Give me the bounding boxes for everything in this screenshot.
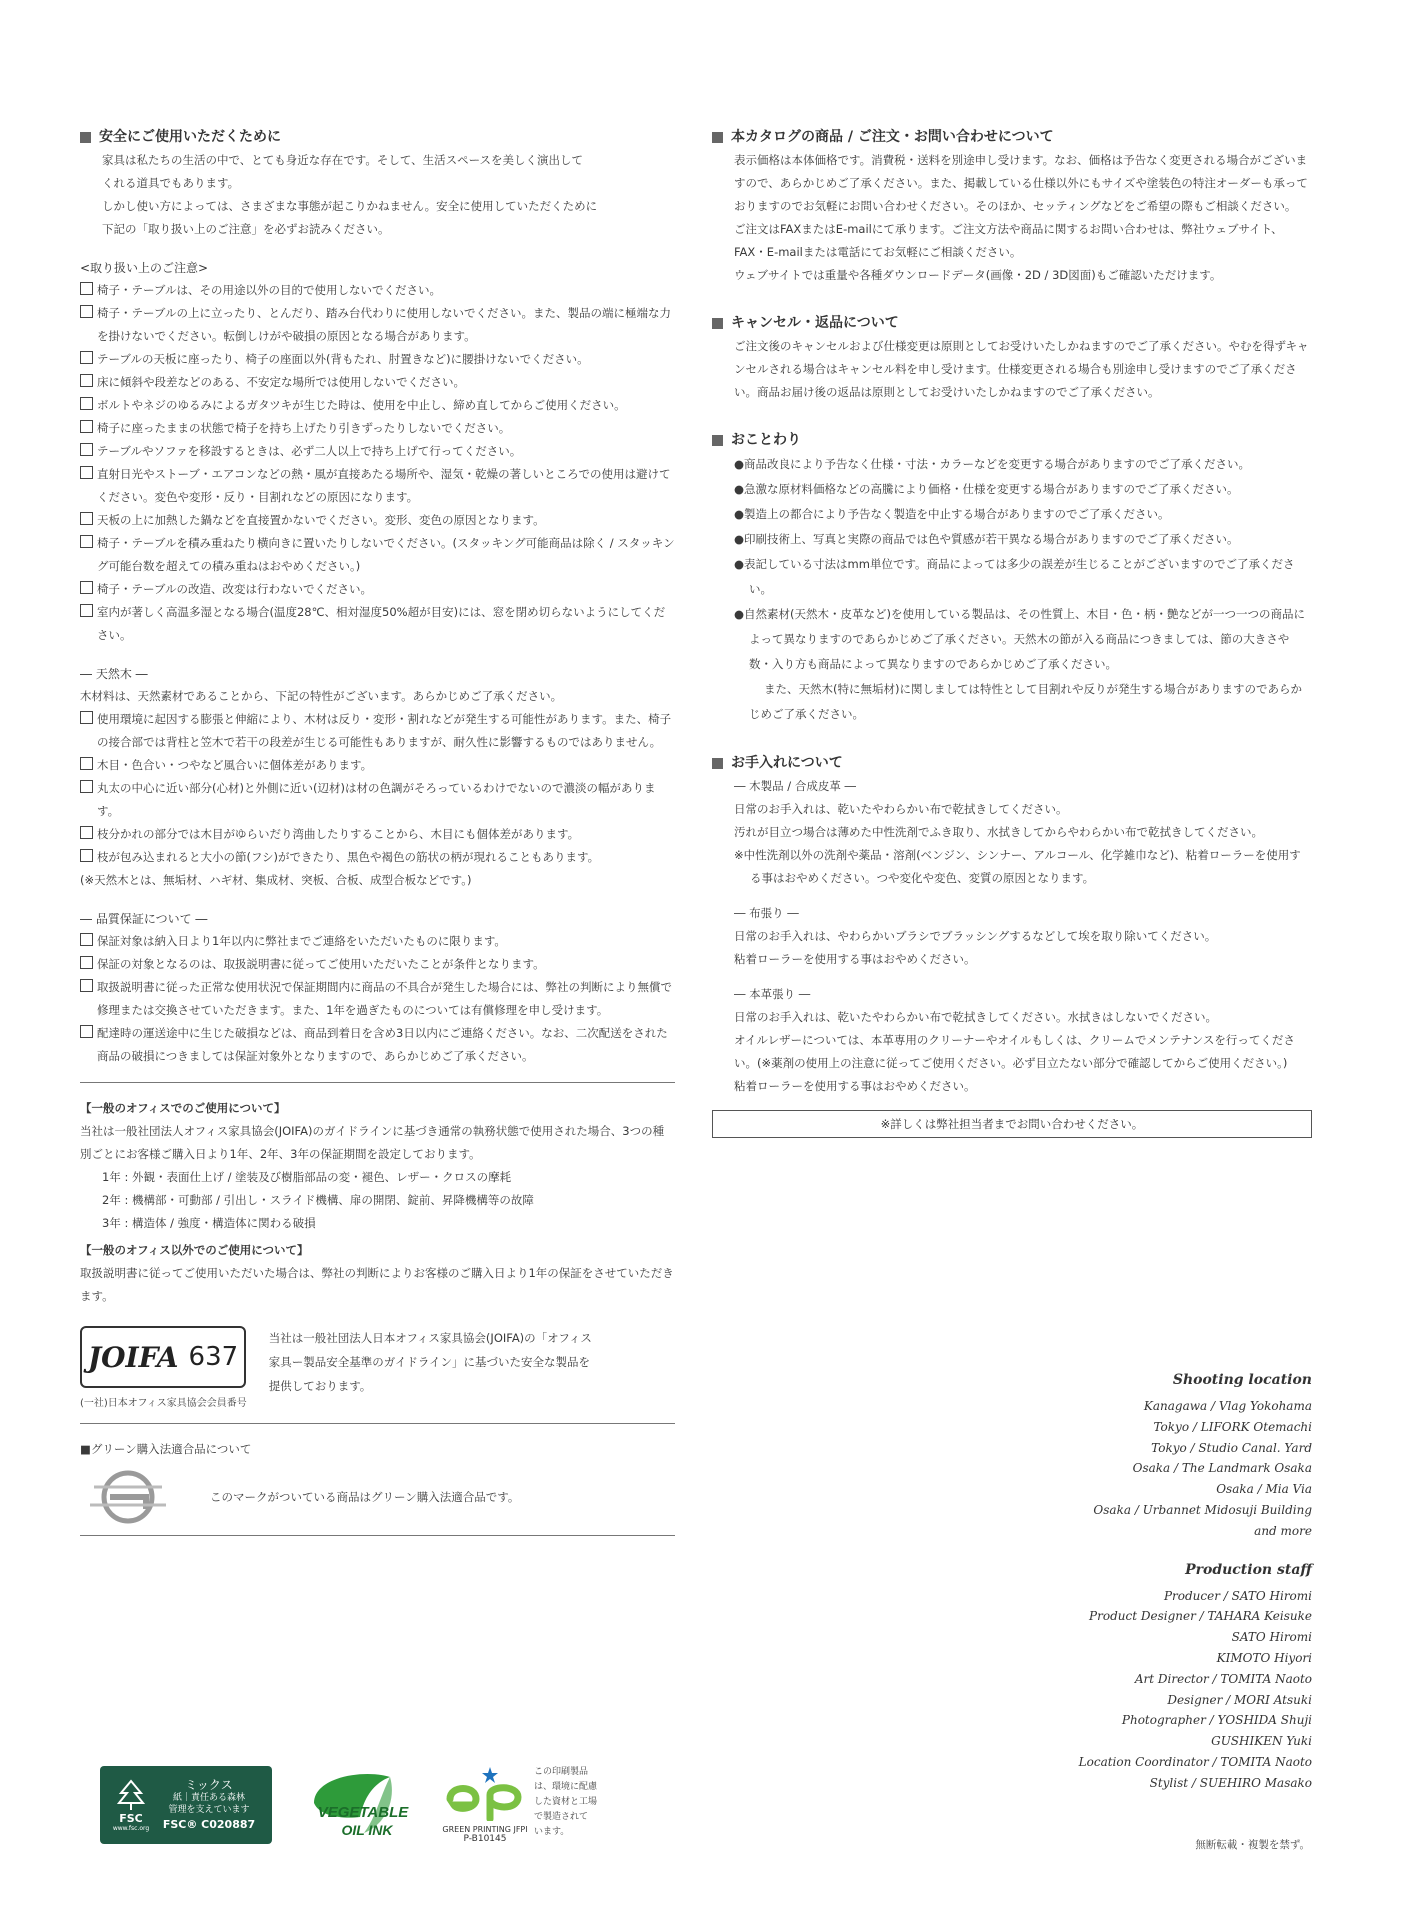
care-heading: お手入れについて (712, 753, 1312, 773)
wood-note: (※天然木とは、無垢材、ハギ材、集成材、突板、合板、成型合板などです。) (80, 873, 472, 887)
credit-line: Stylist / SUEHIRO Masako (1149, 1775, 1312, 1790)
checkbox-icon (80, 305, 93, 318)
warranty-list (80, 930, 675, 1068)
wood-list (80, 708, 675, 869)
joifa-text: 当社は一般社団法人日本オフィス家具協会(JOIFA)の「オフィス 家具ー製品安全基準のガイドライン」に基づいた安全な製品を 提供しております。 (268, 1331, 592, 1393)
list-item: ●印刷技術上、写真と実際の商品では色や質感が若干異なる場合がありますのでご了承ください。 (734, 532, 1239, 546)
catalog-section (712, 127, 1312, 287)
checkbox-icon (80, 420, 93, 433)
list-item: ボルトやネジのゆるみによるガタツキが生じた時は、使用を中止し、締め直してからご使用ください。 (80, 394, 675, 417)
checkbox-icon (80, 351, 93, 364)
list-item: ●商品改良により予告なく仕様・寸法・カラーなどを変更する場合がありますのでご了承ください。 (734, 457, 1251, 471)
office-heading: 【一般のオフィスでのご使用について】 (80, 1101, 286, 1115)
checkbox-icon (80, 466, 93, 479)
credit-line: Osaka / Urbannet Midosuji Building (1093, 1502, 1312, 1517)
cancel-section (712, 313, 1312, 404)
notice-extra: また、天然木(特に無垢材)に関しましては特性として目割れや反りが発生する場合がありますのであらかじめご了承ください。 (749, 682, 1302, 721)
checkbox-icon (80, 512, 93, 525)
green-printing-text: この印刷製品 は、環境に配慮 した資材と工場 で製造されて います。 (534, 1767, 598, 1837)
green-mark-icon (80, 1469, 176, 1525)
list-item: 使用環境に起因する膨張と伸縮により、木材は反り・変形・割れなどが発生する可能性があります。また、椅子の接合部では背柱と笠木で若干の段差が生じる可能性もありますが、耐久性に影響するものではありません。 (80, 708, 675, 754)
credit-line: Product Designer / TAHARA Keisuke (1089, 1609, 1312, 1624)
list-item: 取扱説明書に従った正常な使用状況で保証期間内に商品の不具合が発生した場合には、弊社の判断により無償で修理または交換させていただきます。また、1年を過ぎたものについては有償修理を申し受けます。 (80, 976, 675, 1022)
safety-para-2: しかし使い方によっては、さまざまな事態が起こりかねません。安全に使用していただくために 下記の「取り扱い上のご注意」を必ずお読みください。 (102, 199, 598, 236)
list-item: 枝分かれの部分では木目がゆらいだり湾曲したりすることから、木目にも個体差があります。 (80, 823, 675, 846)
cancel-text: ご注文後のキャンセルおよび仕様変更は原則としてお受けいたしかねますのでご了承ください。やむを得ずキャンセルされる場合はキャンセル料を申し受けます。仕様変更される場合も別途申し受けますのでご了承ください。商品お届け後の返品は原則としてお受けいたしかねますのでご了承ください。 (734, 339, 1309, 399)
checkbox-icon (80, 780, 93, 793)
credits (1079, 1372, 1312, 1794)
checkbox-icon (80, 1025, 93, 1038)
wood-intro: 木材料は、天然素材であることから、下記の特性がございます。あらかじめご了承ください。 (80, 689, 563, 703)
credit-line: Tokyo / Studio Canal. Yard (1151, 1440, 1312, 1455)
divider (80, 1423, 675, 1424)
joifa-block (80, 1326, 675, 1409)
credit-line: Tokyo / LIFORK Otemachi (1153, 1419, 1312, 1434)
catalog-para-3: ウェブサイトでは重量や各種ダウンロードデータ(画像・2D / 3D図面)もご確認いただけます。 (734, 268, 1222, 282)
square-icon (712, 132, 723, 143)
care-fabric-heading: ― 布張り ― (734, 906, 799, 920)
checkbox-icon (80, 933, 93, 946)
joifa-logo-wrap (80, 1326, 247, 1409)
credit-line: Location Coordinator / TOMITA Naoto (1078, 1754, 1312, 1769)
shooting-location-title: Shooting location (1172, 1372, 1312, 1388)
list-item: 直射日光やストーブ・エアコンなどの熱・風が直接あたる場所や、湿気・乾燥の著しいところでの使用は避けてください。変色や変形・反り・目割れなどの原因になります。 (80, 463, 675, 509)
list-item: 配達時の運送途中に生じた破損などは、商品到着日を含め3日以内にご連絡ください。なお、二次配送をされた商品の破損につきましては保証対象外となりますので、あらかじめご了承ください。 (80, 1022, 675, 1068)
office-line-2: 2年 : 機構部・可動部 / 引出し・スライド機構、扉の開閉、錠前、昇降機構等の故障 (102, 1193, 534, 1207)
catalog-para-1: 表示価格は本体価格です。消費税・送料を別途申し受けます。なお、価格は予告なく変更される場合がございますので、あらかじめご了承ください。また、掲載している仕様以外にもサイズや塗装色の特注オーダーも承っておりますのでお気軽にお問い合わせください。そのほか、セッティングなどをご希望の際もご相談ください。 (734, 153, 1308, 213)
wood-heading: ― 天然木 ― (80, 667, 148, 681)
checkbox-icon (80, 282, 93, 295)
list-item: 保証の対象となるのは、取扱説明書に従ってご使用いただいたことが条件となります。 (80, 953, 675, 976)
credit-line: Osaka / The Landmark Osaka (1132, 1461, 1312, 1476)
office-text: 当社は一般社団法人オフィス家具協会(JOIFA)のガイドラインに基づき通常の執務状態で使用された場合、3つの種別ごとにお客様ご購入日より1年、2年、3年の保証期間を設定しております。 (80, 1124, 665, 1161)
list-item: 椅子・テーブルの上に立ったり、とんだり、踏み台代わりに使用しないでください。また、製品の端に極端な力を掛けないでください。転倒しけがや破損の原因となる場合があります。 (80, 302, 675, 348)
fsc-tree-icon (114, 1778, 148, 1812)
svg-text:OIL INK: OIL INK (341, 1821, 393, 1838)
copyright: 無断転載・複製を禁ず。 (1195, 1839, 1310, 1851)
handling-list (80, 279, 675, 647)
checkbox-icon (80, 757, 93, 770)
checkbox-icon (80, 604, 93, 617)
credit-line: Designer / MORI Atsuki (1167, 1692, 1312, 1707)
list-item: 椅子・テーブルを積み重ねたり横向きに置いたりしないでください。(スタッキング可能商品は除く / スタッキング可能台数を超えての積み重ねはおやめください。) (80, 532, 675, 578)
left-column (80, 127, 675, 1550)
checkbox-icon (80, 849, 93, 862)
list-item: 木目・色合い・つやなど風合いに個体差があります。 (80, 754, 675, 777)
checkbox-icon (80, 443, 93, 456)
credit-line: Osaka / Mia Via (1216, 1482, 1312, 1497)
svg-text:VEGETABLE: VEGETABLE (317, 1803, 409, 1821)
credit-line: SATO Hiromi (1231, 1630, 1312, 1645)
care-leather-line-3: 粘着ローラーを使用する事はおやめください。 (734, 1079, 976, 1093)
list-item: ●自然素材(天然木・皮革など)を使用している製品は、その性質上、木目・色・柄・艶などが一つ一つの商品によって異なりますのであらかじめご了承ください。天然木の節が入る商品につきましては、節の大きさや数・入り方も商品によって異なりますのであらかじめご了承ください。 (734, 607, 1306, 671)
office-line-1: 1年 : 外観・表面仕上げ / 塗装及び樹脂部品の変・褪色、レザー・クロスの摩耗 (102, 1170, 512, 1184)
list-item: テーブルやソファを移設するときは、必ず二人以上で持ち上げて行ってください。 (80, 440, 675, 463)
care-wood-line-2: 汚れが目立つ場合は薄めた中性洗剤でふき取り、水拭きしてからやわらかい布で乾拭きしてください。 (734, 825, 1263, 839)
notice-heading: おことわり (712, 430, 1312, 450)
office-line-3: 3年 : 構造体 / 強度・構造体に関わる破損 (102, 1216, 316, 1230)
joifa-logo: JOIFA 637 (80, 1326, 246, 1388)
square-icon (712, 758, 723, 769)
list-item: 椅子・テーブルの改造、改変は行わないでください。 (80, 578, 675, 601)
list-item: 天板の上に加熱した鍋などを直接置かないでください。変形、変色の原因となります。 (80, 509, 675, 532)
catalog-heading: 本カタログの商品 / ご注文・お問い合わせについて (712, 127, 1312, 147)
care-section (712, 753, 1312, 1138)
credit-line: Photographer / YOSHIDA Shuji (1121, 1713, 1312, 1728)
list-item: 椅子・テーブルは、その用途以外の目的で使用しないでください。 (80, 279, 675, 302)
production-staff-title: Production staff (1185, 1561, 1312, 1578)
square-icon (712, 435, 723, 446)
list-item: テーブルの天板に座ったり、椅子の座面以外(背もたれ、肘置きなど)に腰掛けないでください。 (80, 348, 675, 371)
checkbox-icon (80, 397, 93, 410)
catalog-para-2: ご注文はFAXまたはE-mailにて承ります。ご注文方法や商品に関するお問い合わせは、弊社ウェブサイト、FAX・E-mailまたは電話にてお気軽にご相談ください。 (734, 222, 1283, 259)
list-item: 丸太の中心に近い部分(心材)と外側に近い(辺材)は材の色調がそろっているわけでないので濃淡の幅があります。 (80, 777, 675, 823)
credit-line: Producer / SATO Hiromi (1163, 1588, 1312, 1603)
list-item: ●製造上の都合により予告なく製造を中止する場合がありますのでご了承ください。 (734, 507, 1170, 521)
checkbox-icon (80, 979, 93, 992)
contact-note-box: ※詳しくは弊社担当者までお問い合わせください。 (712, 1110, 1312, 1138)
vegetable-oil-ink-logo (304, 1767, 422, 1843)
checkbox-icon (80, 535, 93, 548)
checkbox-icon (80, 956, 93, 969)
safety-para-1: 家具は私たちの生活の中で、とても身近な存在です。そして、生活スペースを美しく演出して くれる道具でもあります。 (102, 153, 584, 190)
checkbox-icon (80, 826, 93, 839)
credit-line: and more (1254, 1523, 1312, 1538)
joifa-caption: (一社)日本オフィス家具協会会員番号 (80, 1398, 247, 1409)
care-leather-heading: ― 本革張り ― (734, 987, 811, 1001)
green-printing-logo: GREEN PRINTING JFPI P-B10145 この印刷製品 は、環境に配慮 した資材と工場 で製造されて います。 (442, 1767, 598, 1844)
eco-logos (100, 1765, 597, 1844)
checkbox-icon (80, 374, 93, 387)
list-item: 保証対象は納入日より1年以内に弊社までご連絡をいただいたものに限ります。 (80, 930, 675, 953)
credit-line: GUSHIKEN Yuki (1211, 1734, 1312, 1749)
care-wood-line-1: 日常のお手入れは、乾いたやわらかい布で乾拭きしてください。 (734, 802, 1068, 816)
list-item: 枝が包み込まれると大小の節(フシ)ができたり、黒色や褐色の筋状の柄が現れることもあります。 (80, 846, 675, 869)
notice-section (712, 430, 1312, 727)
credit-line: Kanagawa / Vlag Yokohama (1143, 1399, 1312, 1413)
warranty-heading: ― 品質保証について ― (80, 912, 208, 926)
safety-heading: 安全にご使用いただくために (80, 127, 675, 147)
green-row (80, 1469, 675, 1525)
list-item: 椅子に座ったままの状態で椅子を持ち上げたり引きずったりしないでください。 (80, 417, 675, 440)
care-wood-heading: ― 木製品 / 合成皮革 ― (734, 779, 856, 793)
safety-section (80, 127, 675, 241)
checkbox-icon (80, 581, 93, 594)
list-item: ●急激な原材料価格などの高騰により価格・仕様を変更する場合がありますのでご了承ください。 (734, 482, 1239, 496)
list-item: 床に傾斜や段差などのある、不安定な場所では使用しないでください。 (80, 371, 675, 394)
green-text: このマークがついている商品はグリーン購入法適合品です。 (210, 1490, 520, 1504)
square-icon (712, 318, 723, 329)
checkbox-icon (80, 711, 93, 724)
right-column (712, 127, 1312, 1138)
list-item: ●表記している寸法はmm単位です。商品によっては多少の誤差が生じることがございますのでご了承ください。 (734, 557, 1295, 596)
nonoffice-text: 取扱説明書に従ってご使用いただいた場合は、弊社の判断によりお客様のご購入日より1年の保証をさせていただきます。 (80, 1266, 674, 1303)
credit-line: KIMOTO Hiyori (1216, 1650, 1312, 1665)
care-wood-note: ※中性洗剤以外の洗剤や薬品・溶剤(ベンジン、シンナー、アルコール、化学雑巾など)、粘着ローラーを使用する事はおやめください。つや変化や変色、変質の原因となります。 (734, 848, 1301, 885)
cancel-heading: キャンセル・返品について (712, 313, 1312, 333)
square-icon (80, 132, 91, 143)
fsc-logo: FSC www.fsc.org ミックス 紙｜責任ある森林 管理を支えています FSC® C020887 (100, 1766, 272, 1844)
divider (80, 1535, 675, 1536)
care-fabric-line-2: 粘着ローラーを使用する事はおやめください。 (734, 952, 976, 966)
care-leather-line-2: オイルレザーについては、本革専用のクリーナーやオイルもしくは、クリームでメンテナンスを行ってください。(※薬剤の使用上の注意に従ってご使用ください。必ず目立たない部分で確認してからご使用ください。) (734, 1033, 1295, 1070)
credit-line: Art Director / TOMITA Naoto (1134, 1671, 1312, 1686)
green-printing-icon (442, 1765, 528, 1821)
green-heading: ■グリーン購入法適合品について (80, 1442, 252, 1456)
nonoffice-heading: 【一般のオフィス以外でのご使用について】 (80, 1243, 309, 1257)
divider (80, 1082, 675, 1083)
care-fabric-line-1: 日常のお手入れは、やわらかいブラシでブラッシングするなどして埃を取り除いてください。 (734, 929, 1217, 943)
list-item: 室内が著しく高温多湿となる場合(温度28℃、相対湿度50%超が目安)には、窓を閉め切らないようにしてください。 (80, 601, 675, 647)
care-leather-line-1: 日常のお手入れは、乾いたやわらかい布で乾拭きしてください。水拭きはしないでください。 (734, 1010, 1217, 1024)
handling-heading: <取り扱い上のご注意> (80, 261, 209, 275)
